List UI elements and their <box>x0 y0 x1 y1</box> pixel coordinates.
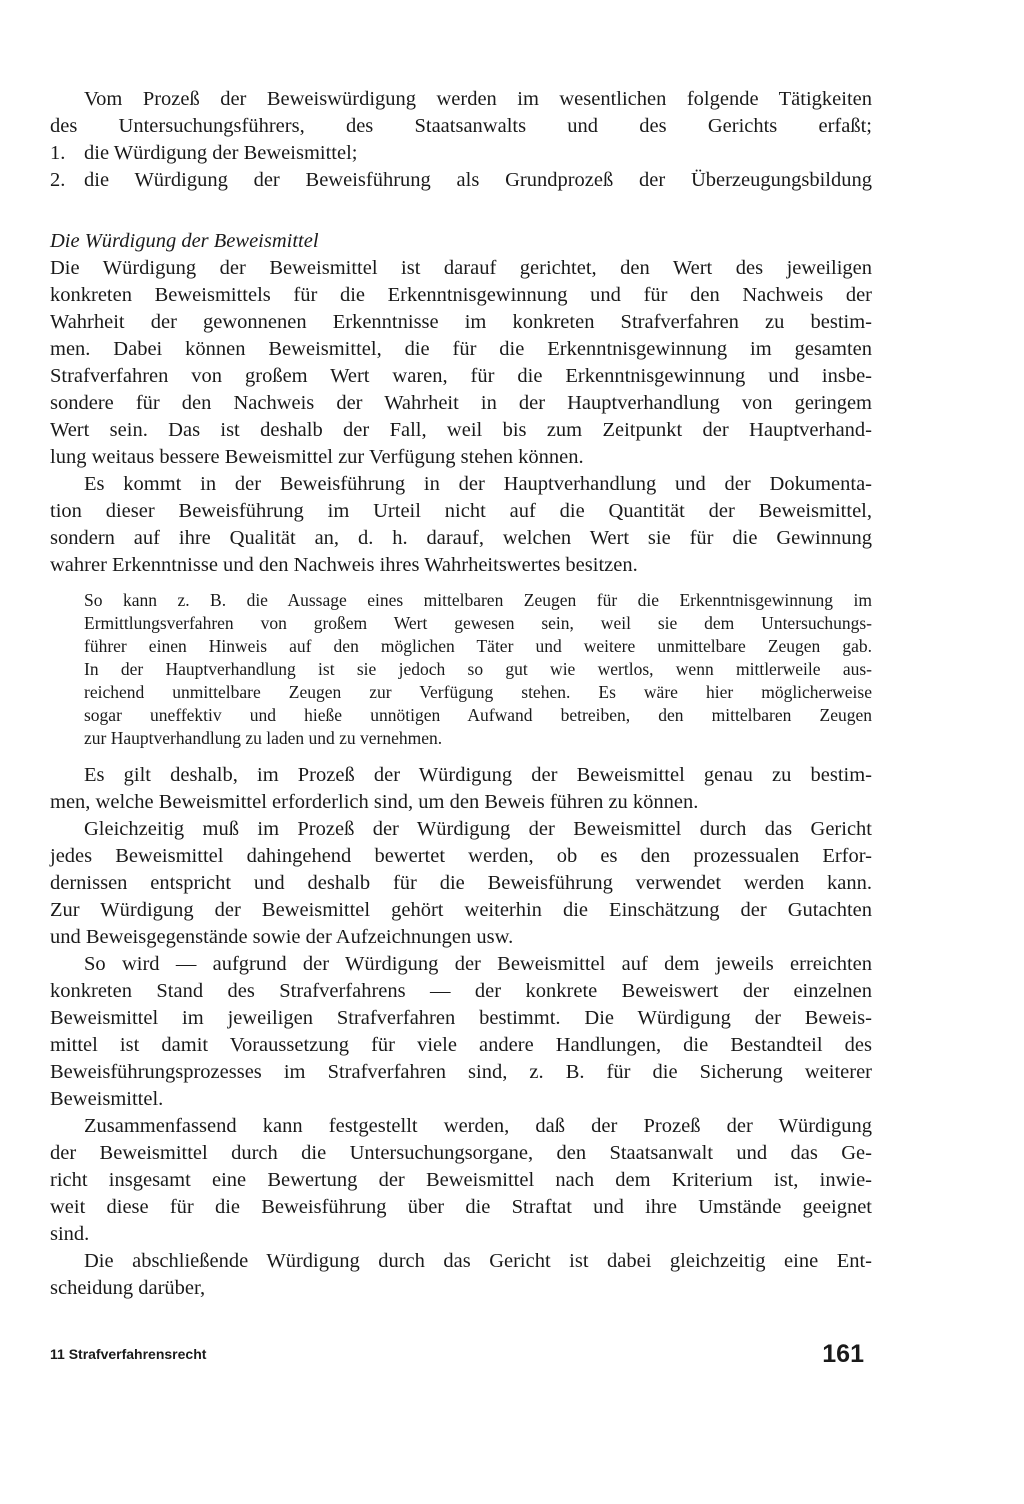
text-line: men. Dabei können Beweismittel, die für die Erkenntnisgewinnung im gesamten <box>50 338 872 360</box>
text-line: mittel ist damit Voraussetzung für viele andere Handlungen, die Bestandteil des <box>50 1034 872 1056</box>
text-line: Gleichzeitig muß im Prozeß der Würdigung der Beweismittel durch das Gericht <box>84 818 872 840</box>
list-number: 2. <box>50 169 66 191</box>
section-heading: Die Würdigung der Beweismittel <box>50 230 319 252</box>
text-line: tion dieser Beweisführung im Urteil nicht auf die Quantität der Beweismittel, <box>50 500 872 522</box>
paragraph-3 <box>50 762 872 816</box>
text-line: Zusammenfassend kann festgestellt werden, daß der Prozeß der Würdigung <box>84 1115 872 1137</box>
text-line: richt insgesamt eine Bewertung der Beweismittel nach dem Kriterium ist, inwie- <box>50 1169 872 1191</box>
text-line: sondern auf ihre Qualität an, d. h. darauf, welchen Wert sie für die Gewinnung <box>50 527 872 549</box>
text-line: zur Hauptverhandlung zu laden und zu vernehmen. <box>84 728 443 748</box>
text-line: und Beweisgegenstände sowie der Aufzeichnungen usw. <box>50 926 514 948</box>
text-line: Beweismittel. <box>50 1088 164 1110</box>
paragraph-7 <box>50 1248 872 1302</box>
text-line: Es kommt in der Beweisführung in der Hauptverhandlung und der Dokumenta- <box>84 473 872 495</box>
text-line: sind. <box>50 1223 90 1245</box>
list-text: die Würdigung der Beweisführung als Grundprozeß der Überzeugungsbildung <box>84 169 872 191</box>
signature-mark: 11 Strafverfahrensrecht <box>50 1346 207 1362</box>
text-line: konkreten Beweismittels für die Erkenntnisgewinnung und für den Nachweis der <box>50 284 872 306</box>
text-line: lung weitaus bessere Beweismittel zur Verfügung stehen können. <box>50 446 584 468</box>
text-line: jedes Beweismittel dahingehend bewertet werden, ob es den prozessualen Erfor- <box>50 845 872 867</box>
intro-paragraph <box>50 86 872 140</box>
list-item <box>50 140 872 167</box>
text-line: So wird — aufgrund der Würdigung der Beweismittel auf dem jeweils erreichten <box>84 953 872 975</box>
text-line: Wahrheit der gewonnenen Erkenntnisse im konkreten Strafverfahren zu bestim- <box>50 311 872 333</box>
text-line: scheidung darüber, <box>50 1277 206 1299</box>
paragraph-6 <box>50 1113 872 1248</box>
text-line: Die Würdigung der Beweismittel ist darauf gerichtet, den Wert des jeweiligen <box>50 257 872 279</box>
text-line: Wert sein. Das ist deshalb der Fall, weil bis zum Zeitpunkt der Hauptverhand- <box>50 419 872 441</box>
text-line: men, welche Beweismittel erforderlich sind, um den Beweis führen zu können. <box>50 791 699 813</box>
text-line: dernissen entspricht und deshalb für die Beweisführung verwendet werden kann. <box>50 872 872 894</box>
text-line: Strafverfahren von großem Wert waren, für die Erkenntnisgewinnung und insbe- <box>50 365 872 387</box>
numbered-list <box>50 140 872 194</box>
text-line: sondere für den Nachweis der Wahrheit in der Hauptverhandlung von geringem <box>50 392 872 414</box>
page-footer <box>50 1340 864 1370</box>
text-line: konkreten Stand des Strafverfahrens — der konkrete Beweiswert der einzelnen <box>50 980 872 1002</box>
text-line: Vom Prozeß der Beweiswürdigung werden im wesentlichen folgende Tätigkeiten <box>84 88 872 110</box>
text-line: Beweismittel im jeweiligen Strafverfahren bestimmt. Die Würdigung der Beweis- <box>50 1007 872 1029</box>
text-line: führer einen Hinweis auf den möglichen Täter und weitere unmittelbare Zeugen gab. <box>84 636 872 656</box>
text-line: In der Hauptverhandlung ist sie jedoch so gut wie wertlos, wenn mittlerweile aus- <box>84 659 872 679</box>
paragraph-5 <box>50 951 872 1113</box>
text-line: wahrer Erkenntnisse und den Nachweis ihres Wahrheitswertes besitzen. <box>50 554 638 576</box>
text-line: sogar uneffektiv und hieße unnötigen Aufwand betreiben, den mittelbaren Zeugen <box>84 705 872 725</box>
paragraph-2 <box>50 471 872 579</box>
list-number: 1. <box>50 142 66 164</box>
page-number: 161 <box>822 1340 864 1368</box>
list-text: die Würdigung der Beweismittel; <box>84 142 358 164</box>
paragraph-1 <box>50 255 872 471</box>
example-block <box>50 589 872 750</box>
paragraph-4 <box>50 816 872 951</box>
text-line: reichend unmittelbare Zeugen zur Verfügung stehen. Es wäre hier möglicherweise <box>84 682 872 702</box>
text-line: weit diese für die Beweisführung über die Straftat und ihre Umstände geeignet <box>50 1196 872 1218</box>
text-line: der Beweismittel durch die Untersuchungsorgane, den Staatsanwalt und das Ge- <box>50 1142 872 1164</box>
text-line: So kann z. B. die Aussage eines mittelbaren Zeugen für die Erkenntnisgewinnung im <box>84 590 872 610</box>
page-body <box>50 86 872 1302</box>
text-line: des Untersuchungsführers, des Staatsanwalts und des Gerichts erfaßt; <box>50 115 872 137</box>
list-item <box>50 167 872 194</box>
text-line: Es gilt deshalb, im Prozeß der Würdigung der Beweismittel genau zu bestim- <box>84 764 872 786</box>
text-line: Die abschließende Würdigung durch das Gericht ist dabei gleichzeitig eine Ent- <box>84 1250 872 1272</box>
text-line: Zur Würdigung der Beweismittel gehört weiterhin die Einschätzung der Gutachten <box>50 899 872 921</box>
text-line: Ermittlungsverfahren von großem Wert gewesen sein, weil sie dem Untersuchungs- <box>84 613 872 633</box>
text-line: Beweisführungsprozesses im Strafverfahren sind, z. B. für die Sicherung weiterer <box>50 1061 872 1083</box>
